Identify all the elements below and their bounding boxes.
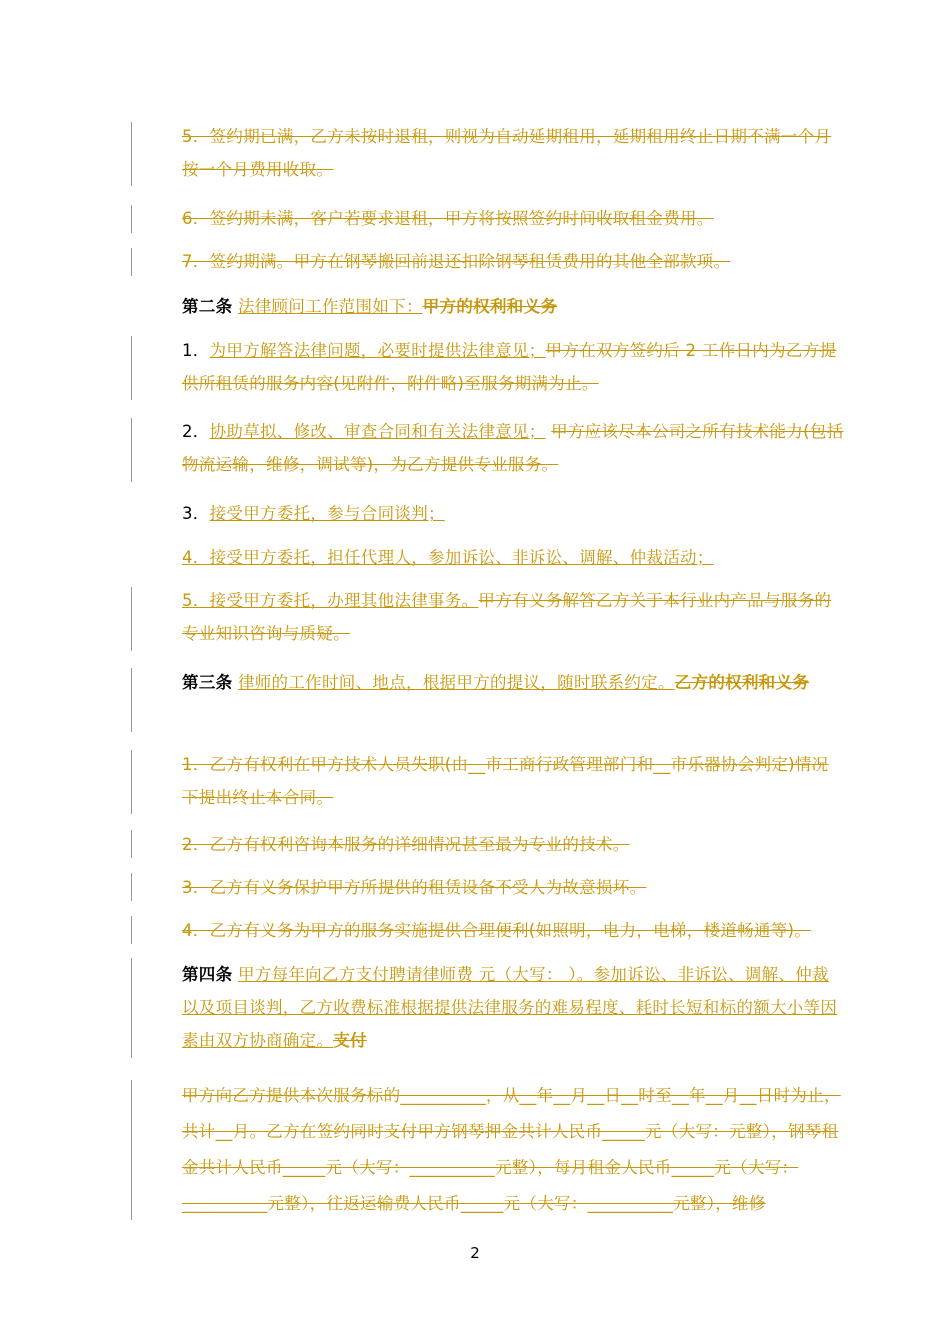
inserted-text: 4．接受甲方委托，担任代理人，参加诉讼、非诉讼、调解、仲裁活动； [182, 548, 714, 567]
article-2-heading [144, 290, 844, 323]
deleted-text: 5．签约期已满，乙方未按时退租，则视为自动延期租用，延期租用终止日期不满一个月按一个月费用收取。 [182, 127, 832, 179]
page-number: 2 [470, 1244, 480, 1262]
article-4-heading [144, 958, 844, 1057]
change-bar [131, 668, 132, 732]
inserted-text: 为甲方解答法律问题，必要时提供法律意见； [209, 341, 546, 360]
deleted-text: 甲方向乙方提供本次服务标的__________，从__年__月__日__时至__年__月__日时为止，共计__月。乙方在签约同时支付甲方钢琴押金共计人民币_____元（大写：元整），钢琴租金共计人民币_____元（大写：__________元整），每月租金人民币_____元（大写：__________元整），往返运输费人民币_____元（大写：__________元整），维修 [182, 1086, 841, 1213]
deleted-text: 4．乙方有义务为甲方的服务实施提供合理便利(如照明，电力，电梯，楼道畅通等)。 [182, 921, 812, 940]
deleted-text: 6．签约期未满，客户若要求退租，甲方将按照签约时间收取租金费用。 [182, 209, 714, 228]
change-bar [131, 1080, 132, 1220]
change-bar [131, 418, 132, 482]
scope-item-2 [144, 415, 844, 481]
article-label: 第二条 [182, 297, 233, 316]
deleted-text: 甲方应该尽本公司之所有技术能力(包括物流运输，维修，调试等)，为乙方提供专业服务。 [182, 422, 844, 474]
scope-item-5 [144, 584, 844, 650]
deleted-text: 乙方的权利和义务 [674, 673, 810, 692]
change-bar [131, 205, 132, 233]
item-number: 1． [182, 341, 210, 360]
item-number: 2． [182, 422, 210, 441]
deleted-text: 甲方有义务解答乙方关于本行业内产品与服务的专业知识咨询与质疑。 [182, 591, 832, 643]
inserted-text: 律师的工作时间、地点，根据甲方的提议，随时联系约定。 [237, 673, 675, 692]
inserted-text: 甲方每年向乙方支付聘请律师费 元（大写： ）。参加诉讼、非诉讼、调解、仲裁以及项目谈判，乙方收费标准根据提供法律服务的难易程度、耗时长短和标的额大小等因素由双方协商确定。 [182, 965, 838, 1050]
clause-item-6 [144, 202, 844, 235]
inserted-text: 5．接受甲方委托，办理其他法律事务。 [182, 591, 479, 610]
item-number: 3． [182, 504, 210, 523]
change-bar [131, 873, 132, 901]
change-bar [131, 958, 132, 1058]
deleted-text: 1．乙方有权利在甲方技术人员失职(由__市工商行政管理部门和__市乐器协会判定)情况下提出终止本合同。 [182, 755, 829, 807]
payment-paragraph [144, 1078, 844, 1222]
change-bar [131, 336, 132, 400]
change-bar [131, 587, 132, 651]
inserted-text: 接受甲方委托，参与合同谈判； [209, 504, 445, 523]
change-bar [131, 830, 132, 858]
article-label: 第三条 [182, 673, 233, 692]
inserted-text: 协助草拟、修改、审查合同和有关法律意见； [209, 422, 546, 441]
deleted-text: 2．乙方有权利咨询本服务的详细情况甚至最为专业的技术。 [182, 835, 630, 854]
inserted-text: 法律顾问工作范围如下： [237, 297, 423, 316]
rights-item-3 [144, 871, 844, 904]
rights-item-4 [144, 914, 844, 947]
scope-item-1 [144, 334, 844, 400]
scope-item-4 [144, 541, 844, 574]
deleted-text: 7．签约期满。甲方在钢琴搬回前退还扣除钢琴租赁费用的其他全部款项。 [182, 252, 731, 271]
change-bar [131, 248, 132, 276]
rights-item-1 [144, 748, 844, 814]
change-bar [131, 916, 132, 944]
deleted-text: 3．乙方有义务保护甲方所提供的租赁设备不受人为故意损坏。 [182, 878, 647, 897]
clause-item-7 [144, 245, 844, 278]
article-3-heading [144, 666, 844, 699]
deleted-text: 甲方的权利和义务 [422, 297, 558, 316]
rights-item-2 [144, 828, 844, 861]
scope-item-3 [144, 497, 844, 530]
article-label: 第四条 [182, 965, 233, 984]
change-bar [131, 750, 132, 814]
change-bar [131, 122, 132, 186]
deleted-text: 支付 [333, 1031, 367, 1050]
deleted-text: 甲方在双方签约后 2 工作日内为乙方提供所租赁的服务内容(见附件，附件略)至服务期满为止。 [182, 341, 837, 393]
clause-item-5 [144, 120, 844, 186]
